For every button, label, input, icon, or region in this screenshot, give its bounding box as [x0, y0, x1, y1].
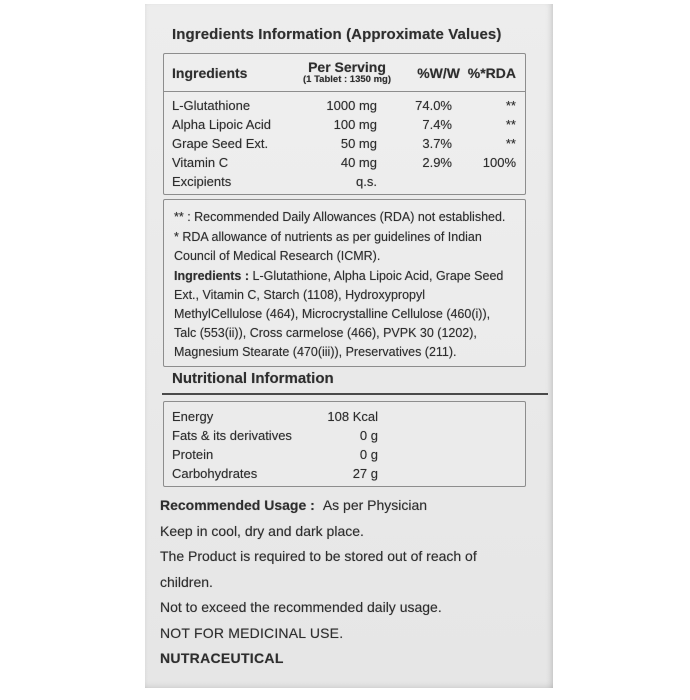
- table-row-vitamin-c: [164, 153, 525, 172]
- nutrient-value: 0 g: [359, 428, 378, 443]
- footnotes-box: [163, 199, 526, 367]
- ingredient-ww: 74.0%: [415, 98, 452, 113]
- nutrition-row-carbohydrates: [164, 464, 525, 483]
- ingredient-rda: 100%: [482, 155, 516, 170]
- recommended-usage-label: Recommended Usage :: [160, 497, 315, 513]
- col-header-ww: %W/W: [417, 64, 460, 81]
- storage-instruction-line: Keep in cool, dry and dark place.: [160, 522, 364, 539]
- ingredients-list: [174, 267, 515, 362]
- children-warning-line: The Product is required to be stored out of reach of children.: [160, 548, 477, 590]
- nutrient-name: Protein: [172, 447, 214, 462]
- ingredient-rda: **: [505, 136, 516, 151]
- nutrient-value: 108 Kcal: [327, 409, 378, 424]
- usage-section: [160, 493, 538, 672]
- ingredient-amount: 100 mg: [333, 117, 377, 132]
- ingredient-name: L-Glutathione: [172, 98, 251, 113]
- ingredient-amount: 40 mg: [340, 155, 377, 170]
- ingredient-name: Grape Seed Ext.: [172, 136, 269, 151]
- recommended-usage-line: [160, 493, 538, 519]
- nutrition-row-energy: [164, 407, 525, 426]
- nutrient-value: 0 g: [359, 447, 378, 462]
- nutritional-info-title: Nutritional Information: [162, 370, 548, 395]
- table-row-alpha-lipoic-acid: [164, 115, 525, 134]
- col-header-per-serving: [282, 60, 412, 85]
- icmr-guidelines-note: * RDA allowance of nutrients as per guidelines of Indian Council of Medical Research (ICMR).: [174, 230, 482, 263]
- ingredients-info-title: Ingredients Information (Approximate Values): [172, 26, 502, 43]
- ingredient-ww: 2.9%: [422, 155, 452, 170]
- col-header-rda: %*RDA: [467, 64, 516, 81]
- ingredients-table-body: [164, 92, 525, 191]
- ingredients-table: [163, 53, 526, 195]
- ingredient-ww: 3.7%: [422, 136, 452, 151]
- table-row-grape-seed-ext: [164, 134, 525, 153]
- ingredient-amount: 50 mg: [340, 136, 377, 151]
- ingredient-amount: q.s.: [356, 174, 377, 189]
- table-row-l-glutathione: [164, 96, 525, 115]
- daily-usage-warning-line: Not to exceed the recommended daily usage.: [160, 599, 442, 615]
- rda-not-established-note: ** : Recommended Daily Allowances (RDA) not established.: [174, 210, 506, 224]
- nutrition-row-protein: [164, 445, 525, 464]
- nutrient-name: Fats & its derivatives: [172, 428, 292, 443]
- nutrient-name: Energy: [172, 409, 214, 424]
- ingredient-name: Alpha Lipoic Acid: [172, 117, 272, 132]
- per-serving-label: Per Serving: [308, 59, 386, 76]
- ingredient-rda: **: [505, 98, 516, 113]
- nutrient-value: 27 g: [352, 466, 378, 481]
- ingredient-amount: 1000 mg: [326, 98, 377, 113]
- ingredient-rda: **: [505, 117, 516, 132]
- nutrition-table: [163, 401, 526, 487]
- ingredient-ww: 7.4%: [422, 117, 452, 132]
- ingredients-list-label: Ingredients :: [174, 269, 250, 283]
- ingredient-name: Vitamin C: [172, 155, 229, 170]
- not-medicinal-line: NOT FOR MEDICINAL USE.: [160, 624, 344, 641]
- ingredients-list-text: L-Glutathione, Alpha Lipoic Acid, Grape Seed Ext., Vitamin C, Starch (1108), Hydroxypropyl MethylCellulose (464), Microcrystalline Cellulose (460(i)), Talc (553(ii)), Cross carmelose (466), PVPK 30 (1202), Magnesium Stearate (470(iii)), Preservatives (211).: [174, 269, 504, 359]
- col-header-ingredients: Ingredients: [172, 64, 248, 81]
- per-serving-subtext: (1 Tablet : 1350 mg): [303, 73, 391, 85]
- table-row-excipients: [164, 172, 525, 191]
- recommended-usage-value: As per Physician: [322, 497, 428, 513]
- ingredient-name: Excipients: [172, 174, 232, 189]
- product-label: [145, 4, 553, 688]
- nutrition-row-fats: [164, 426, 525, 445]
- nutraceutical-line: NUTRACEUTICAL: [160, 650, 284, 666]
- ingredients-table-header: [164, 54, 525, 92]
- nutrient-name: Carbohydrates: [172, 466, 258, 481]
